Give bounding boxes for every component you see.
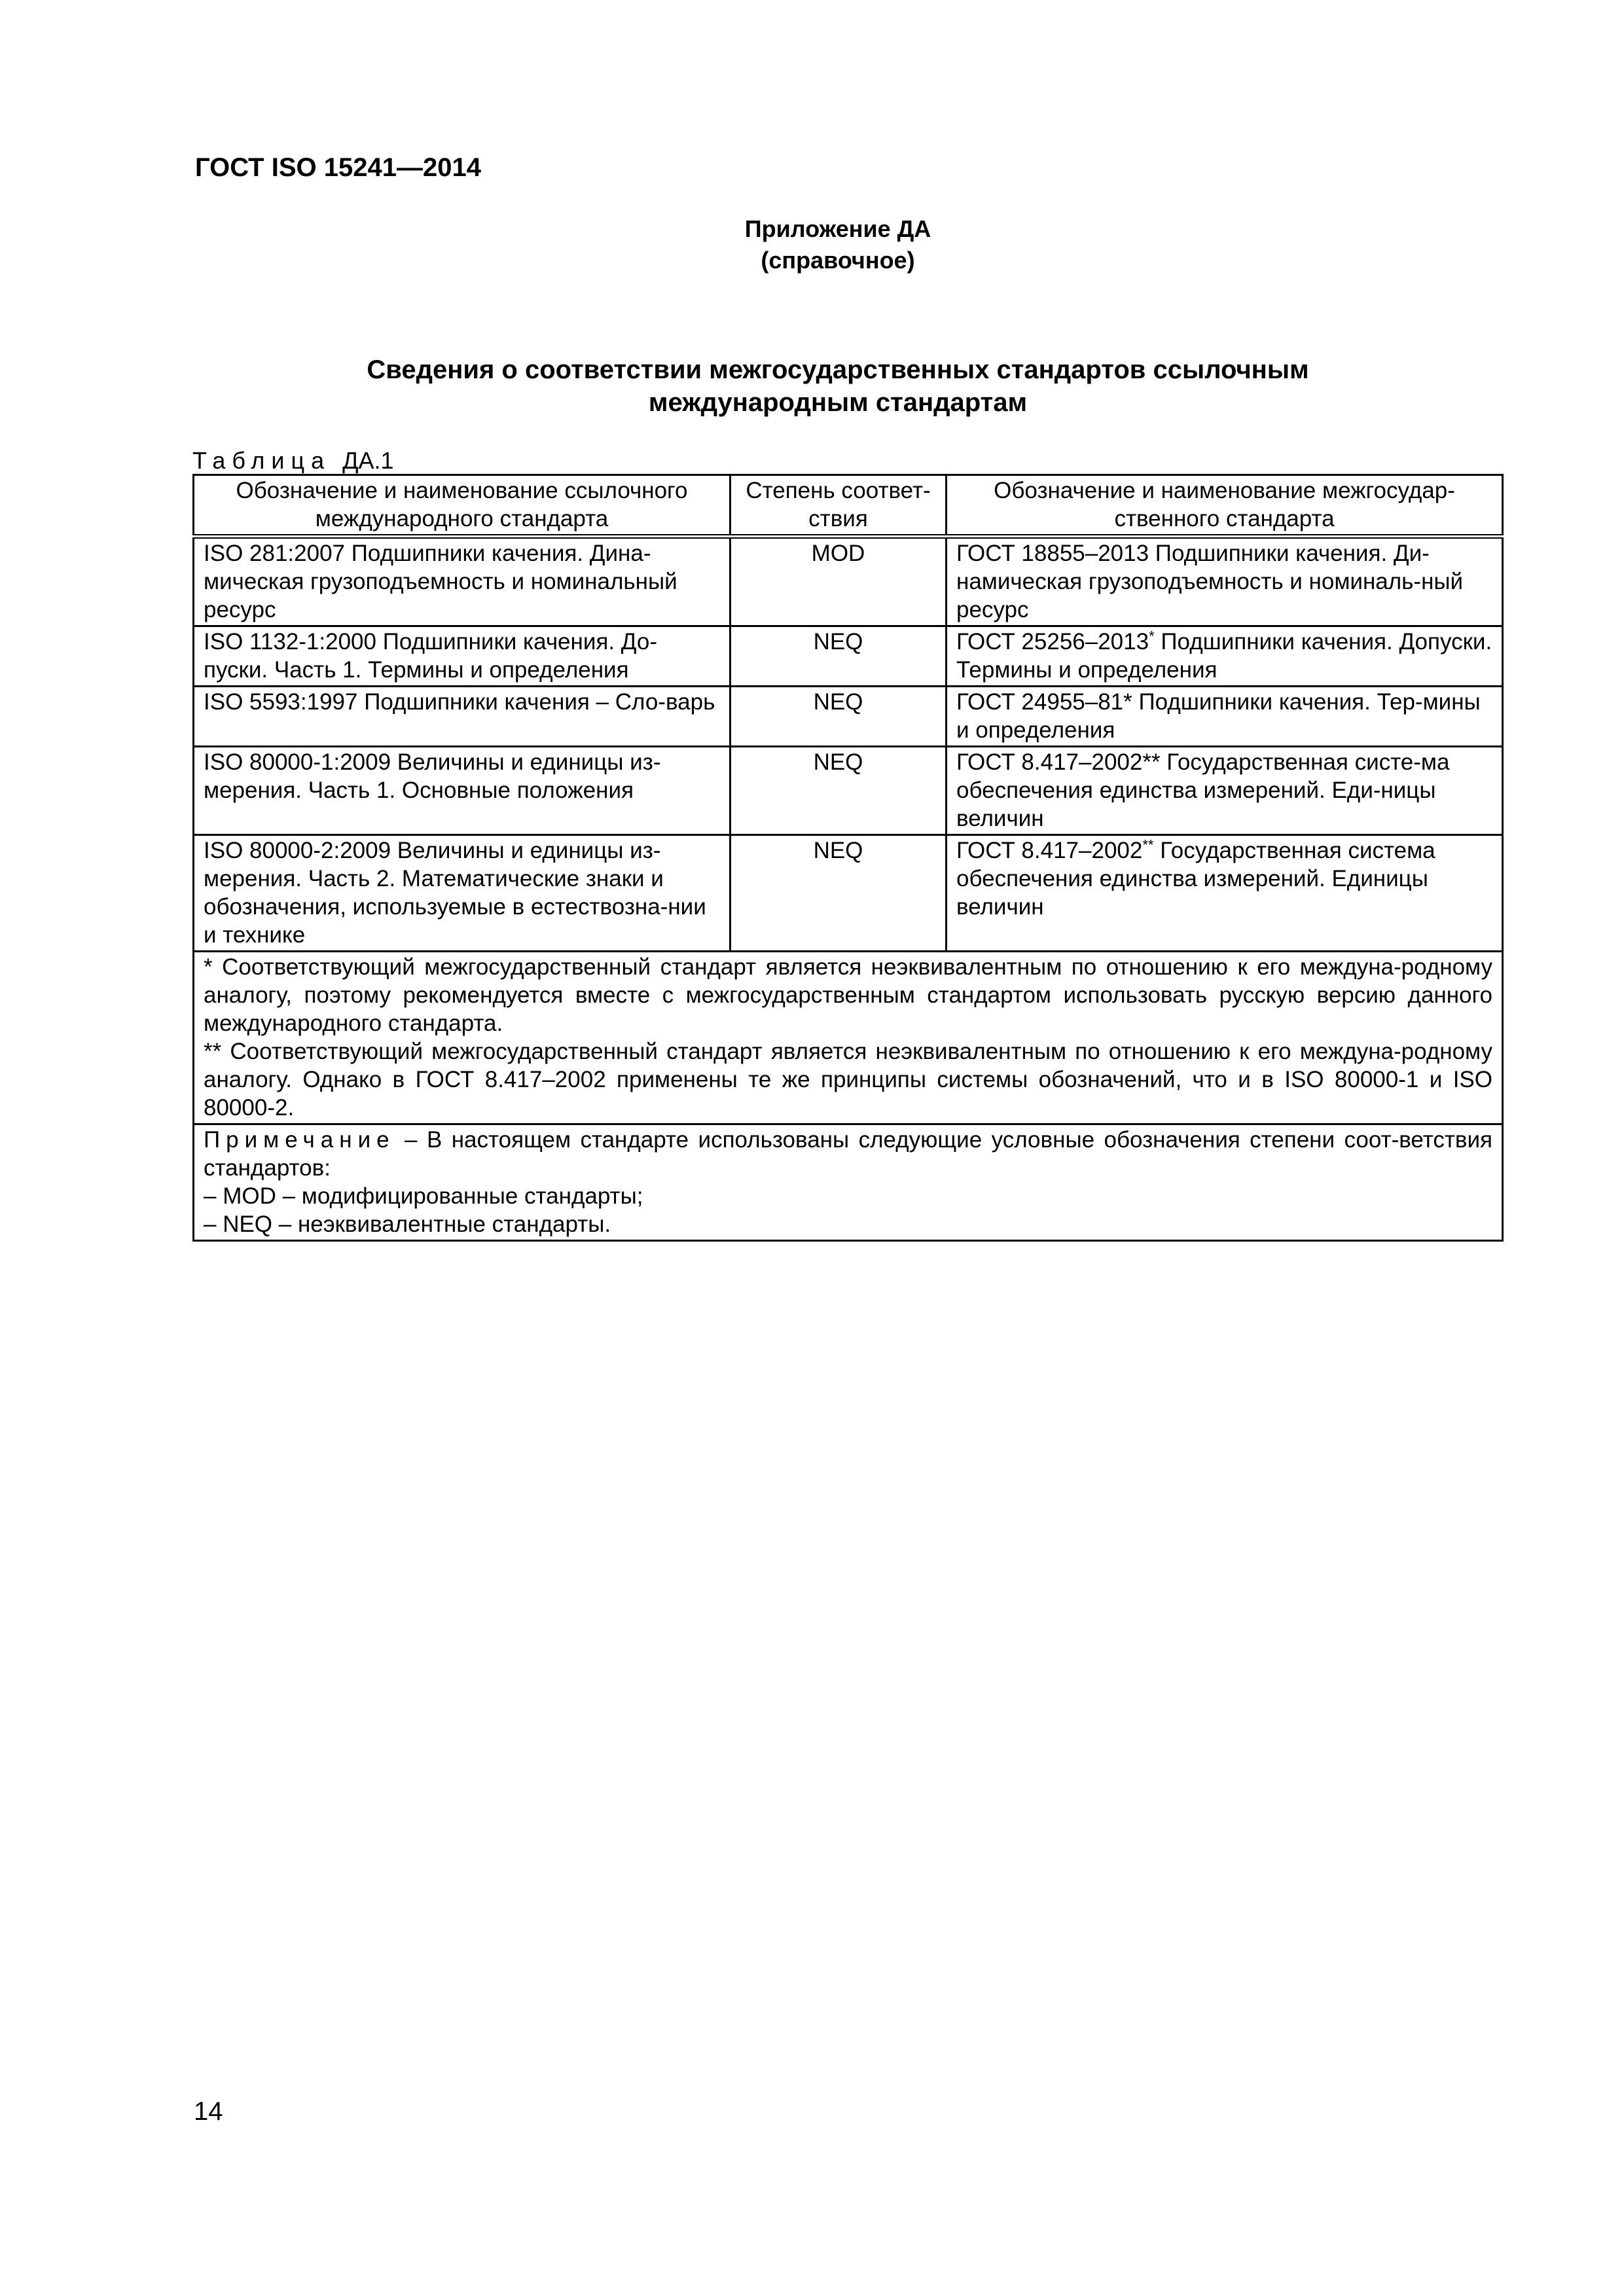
international-standard-cell: ISO 80000-2:2009 Величины и единицы из-мерения. Часть 2. Математические знаки и обозначения, используемые в естествозна-нии и технике bbox=[194, 835, 731, 952]
international-standard-cell: ISO 5593:1997 Подшипники качения – Сло-варь bbox=[194, 687, 731, 747]
interstate-standard-cell: ГОСТ 18855–2013 Подшипники качения. Ди-намическая грузоподъемность и номиналь-ный ресурс bbox=[947, 537, 1503, 626]
document-code: ГОСТ ISO 15241—2014 bbox=[195, 153, 481, 182]
interstate-title: Государственная система обеспечения единства измерений. Единицы величин bbox=[956, 838, 1435, 920]
degree-cell: NEQ bbox=[731, 626, 947, 687]
degree-cell: NEQ bbox=[731, 687, 947, 747]
section-title-line-2: международным стандартам bbox=[648, 388, 1028, 417]
note-text: – В настоящем стандарте использованы следующие условные обозначения степени соот-ветствия стандартов: bbox=[204, 1127, 1492, 1181]
interstate-standard-cell: ГОСТ 24955–81* Подшипники качения. Тер-мины и определения bbox=[947, 687, 1503, 747]
section-title bbox=[0, 353, 1624, 419]
table-label-id: ДА.1 bbox=[342, 447, 394, 474]
column-header-interstate: Обозначение и наименование межгосудар-ственного стандарта bbox=[947, 475, 1503, 537]
interstate-standard-cell bbox=[947, 626, 1503, 687]
note-row bbox=[194, 1124, 1503, 1241]
section-title-line-1: Сведения о соответствии межгосударственных стандартов ссылочным bbox=[367, 355, 1309, 384]
note-item-mod: – MOD – модифицированные стандарты; bbox=[204, 1183, 643, 1209]
table-row bbox=[194, 626, 1503, 687]
footnote-1: * Соответствующий межгосударственный стандарт является неэквивалентным по отношению к его междуна-родному аналогу, поэтому рекомендуется вместе с межгосударственным стандартом использовать русскую версию данного международного стандарта. bbox=[204, 954, 1492, 1036]
table-row bbox=[194, 537, 1503, 626]
table-label bbox=[192, 448, 394, 474]
interstate-code: ГОСТ 8.417–2002 bbox=[956, 838, 1143, 863]
international-standard-cell: ISO 80000-1:2009 Величины и единицы из-мерения. Часть 1. Основные положения bbox=[194, 747, 731, 835]
table-header-row bbox=[194, 475, 1503, 537]
table-label-word: Таблица bbox=[192, 447, 331, 474]
degree-cell: MOD bbox=[731, 537, 947, 626]
footnote-marker: ** bbox=[1142, 836, 1154, 853]
appendix-title: Приложение ДА bbox=[744, 215, 931, 242]
correspondence-table bbox=[192, 474, 1504, 1242]
table-row bbox=[194, 747, 1503, 835]
international-standard-cell: ISO 281:2007 Подшипники качения. Дина-мическая грузоподъемность и номинальный ресурс bbox=[194, 537, 731, 626]
interstate-code: ГОСТ 25256–2013 bbox=[956, 629, 1149, 655]
appendix-heading bbox=[0, 213, 1624, 276]
interstate-standard-cell bbox=[947, 835, 1503, 952]
footnotes-row bbox=[194, 952, 1503, 1124]
interstate-title: Подшипники качения. Допуски. Термины и определения bbox=[956, 629, 1492, 683]
page-number: 14 bbox=[194, 2097, 223, 2126]
note-intro bbox=[204, 1126, 1492, 1182]
footnote-2: ** Соответствующий межгосударственный стандарт является неэквивалентным по отношению к его междуна-родному аналогу. Однако в ГОСТ 8.417–2002 применены те же принципы системы обозначений, что и в ISO 80000-1 и ISO 80000-2. bbox=[204, 1039, 1492, 1121]
degree-cell: NEQ bbox=[731, 747, 947, 835]
note-cell bbox=[194, 1124, 1503, 1241]
appendix-type: (справочное) bbox=[761, 247, 915, 274]
degree-cell: NEQ bbox=[731, 835, 947, 952]
footnotes-cell bbox=[194, 952, 1503, 1124]
footnote-marker: * bbox=[1149, 628, 1155, 645]
column-header-international: Обозначение и наименование ссылочного международного стандарта bbox=[194, 475, 731, 537]
international-standard-cell: ISO 1132-1:2000 Подшипники качения. До-пуски. Часть 1. Термины и определения bbox=[194, 626, 731, 687]
note-item-neq: – NEQ – неэквивалентные стандарты. bbox=[204, 1211, 611, 1237]
interstate-standard-cell: ГОСТ 8.417–2002** Государственная систе-ма обеспечения единства измерений. Еди-ницы величин bbox=[947, 747, 1503, 835]
table-row bbox=[194, 835, 1503, 952]
column-header-degree: Степень соответ-ствия bbox=[731, 475, 947, 537]
note-word: Примечание bbox=[204, 1127, 395, 1153]
table-row bbox=[194, 687, 1503, 747]
